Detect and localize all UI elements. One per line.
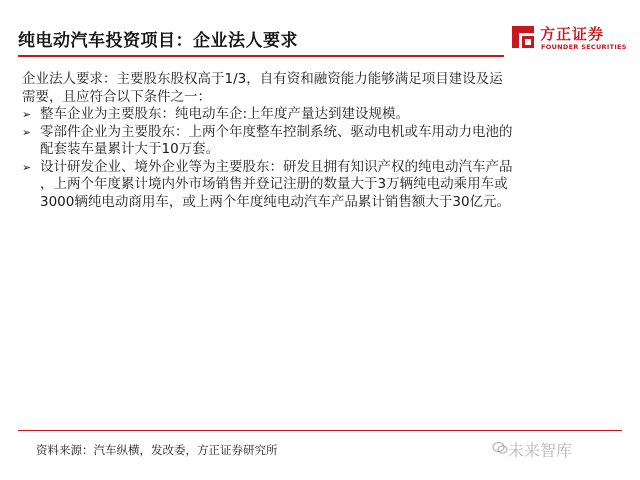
footer-divider <box>18 430 622 431</box>
bullet-arrow-icon: ➢ <box>22 160 32 174</box>
list-item-line: ，上两个年度累计境内外市场销售并登记注册的数量大于3万辆纯电动乘用车或 <box>40 176 508 192</box>
slide-body <box>22 71 618 211</box>
brand-logo <box>510 22 632 58</box>
intro-line: 需要，且应符合以下条件之一： <box>22 88 211 105</box>
list-item-line: 3000辆纯电动商用车，或上两个年度纯电动汽车产品累计销售额大于30亿元。 <box>40 193 511 210</box>
list-item-line: 设计研发企业、境外企业等为主要股东：研发且拥有知识产权的纯电动汽车产品 <box>40 158 513 175</box>
intro-line: 企业法人要求：主要股东股权高于1/3，自有资和融资能力能够满足项目建设及运 <box>22 71 503 87</box>
list-item <box>22 106 618 124</box>
bullet-arrow-icon: ➢ <box>22 108 32 121</box>
list-item-line: 配套装车量累计大于10万套。 <box>40 141 220 157</box>
founder-logo-icon <box>510 24 536 50</box>
list-item <box>22 124 618 159</box>
logo-name-en: FOUNDER SECURITIES <box>541 43 627 51</box>
logo-name-cn: 方正证券 <box>540 25 605 43</box>
list-item-line: 整车企业为主要股东：纯电动车企:上年度产量达到建设规模。 <box>40 106 410 122</box>
list-item <box>22 159 618 212</box>
source-note: 资料来源：汽车纵横，发改委，方正证券研究所 <box>36 443 278 457</box>
requirement-list <box>22 106 618 211</box>
title-divider <box>18 55 504 57</box>
chat-icon <box>492 441 508 455</box>
intro-paragraph <box>22 71 618 106</box>
slide-header <box>0 0 640 60</box>
list-item-line: 零部件企业为主要股东：上两个年度整车控制系统、驱动电机或车用动力电池的 <box>40 123 513 140</box>
bullet-arrow-icon: ➢ <box>22 125 32 139</box>
slide-title: 纯电动汽车投资项目：企业法人要求 <box>18 31 298 51</box>
watermark: 未来智库 <box>508 441 573 460</box>
